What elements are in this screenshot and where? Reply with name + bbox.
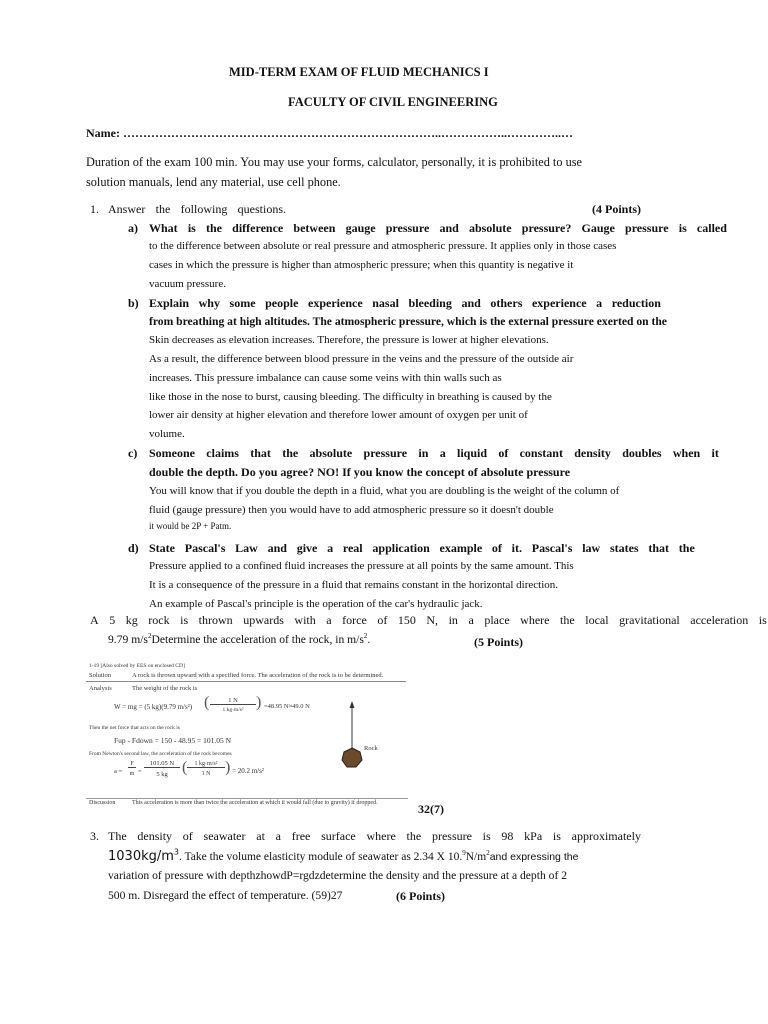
q1c-word: when — [672, 446, 701, 460]
q1c-word: absolute — [309, 446, 353, 460]
q1d-word: Law — [235, 541, 258, 555]
q1c-word: pressure — [363, 446, 408, 460]
q3-word: density — [137, 829, 173, 843]
q1b-word: some — [229, 296, 256, 310]
q1a-answer-line-2: cases in which the pressure is higher than atmospheric pressure; when this quantity is negative it — [149, 259, 574, 271]
q1c-word: Someone — [149, 446, 195, 460]
q1d-word: State — [149, 541, 175, 555]
q1a-word: pressure — [385, 221, 430, 235]
exam-title: MID-TERM EXAM OF FLUID MECHANICS I — [229, 65, 489, 79]
q1d-word: a — [327, 541, 334, 555]
accel-m: m — [129, 771, 135, 777]
q1a-word: absolute — [468, 221, 512, 235]
q1c-answer-line-1: You will know that if you double the depth in a fluid, what you are doubling is the weight of the column of — [149, 485, 620, 497]
q3-word: is — [552, 829, 561, 843]
q1b-question-line-2: from breathing at high altitudes. The atmospheric pressure, which is the external pressure exerted on the — [149, 315, 667, 328]
analysis-label: Analysis — [89, 685, 112, 692]
q3-word: the — [406, 829, 422, 843]
q3-word: surface — [321, 829, 356, 843]
q1b-word: reduction — [611, 296, 661, 310]
q1c-word: it — [711, 446, 719, 460]
q1d-answer-line-2: It is a consequence of the pressure in a fluid that remains constant in the horizontal direction. — [149, 579, 559, 591]
q1b-answer-line-6: volume. — [149, 428, 185, 440]
intro-line-2: solution manuals, lend any material, use cell phone. — [86, 175, 341, 189]
q1c-question-line-2: double the depth. Do you agree? NO! If you know the concept of absolute pressure — [149, 465, 571, 479]
q1c-question — [149, 445, 719, 461]
q2-word: local — [585, 613, 609, 627]
q1a-word: Gauge — [581, 221, 615, 235]
intro-line-1: Duration of the exam 100 min. You may use your forms, calculator, personally, it is prohibited to use — [86, 155, 582, 169]
q1-points: (4 Points) — [592, 202, 641, 216]
accel-paren-left: ( — [182, 759, 188, 776]
q1a-answer-line-1: to the difference between absolute or real pressure and atmospheric pressure. It applies only in those cases — [149, 240, 617, 252]
q1d-word: give — [296, 541, 318, 555]
weight-result: =48.95 N≈49.0 N — [264, 703, 310, 710]
q1d-word: and — [267, 541, 287, 555]
paren-left: ( — [204, 694, 210, 711]
net-force-text: Then the net force that acts on the rock is — [89, 725, 180, 731]
accel-conv-den: 1 N — [201, 771, 211, 777]
solution-ref: 1-19 [Also solved by EES on enclosed CD] — [89, 663, 185, 669]
q1a-word: pressure? — [521, 221, 572, 235]
q1-instruction: Answer the following questions. — [108, 202, 286, 216]
q2-word: a — [468, 613, 474, 627]
q3-word: free — [291, 829, 311, 843]
q1c-word: the — [282, 446, 299, 460]
q1c-answer-line-2: fluid (gauge pressure) then you would have to add atmospheric pressure so it doesn't double — [149, 504, 554, 516]
discussion-divider — [86, 798, 408, 799]
q2-word: A — [90, 613, 99, 627]
q1-number: 1. — [90, 202, 99, 216]
q3-line-2: $1030kg/m^3$. Take the volume elasticity module of seawater as 2.34 X $10.^9N/m^2and$ expressing the — [108, 847, 579, 864]
q2-word: 150 — [397, 613, 416, 627]
q1c-word: a — [439, 446, 446, 460]
q3-word: 98 — [501, 829, 514, 843]
q3-word: at — [256, 829, 265, 843]
q3-number: 3. — [90, 829, 99, 843]
q1a-word: is — [187, 221, 196, 235]
q1d-word: application — [372, 541, 430, 555]
q1a-label: a) — [128, 221, 138, 235]
q3-word: of — [182, 829, 193, 843]
q2-word: upwards — [243, 613, 284, 627]
q3-line-4: 500 m. Disregard the effect of temperature. (59)27 — [108, 889, 343, 902]
q3-word: seawater — [203, 829, 246, 843]
accel-paren-right: ) — [225, 759, 231, 776]
q3-word: is — [482, 829, 491, 843]
q1c-word: of — [498, 446, 509, 460]
q2-word: is — [758, 613, 767, 627]
accel-eq-left: a = — [114, 768, 123, 775]
q1b-word: others — [490, 296, 523, 310]
discussion-label: Discussion — [89, 800, 116, 806]
q2-word: thrown — [198, 613, 233, 627]
q2-solution-image — [86, 660, 416, 812]
q1d-word: of — [491, 541, 502, 555]
q1d-label: d) — [128, 541, 139, 555]
q3-line-3: variation of pressure with depthzhowdP=rgdzdetermine the density and the pressure at a depth of 2 — [108, 869, 567, 882]
q1a-word: the — [206, 221, 222, 235]
q2-word: of — [377, 613, 388, 627]
q3-word: approximately — [571, 829, 641, 843]
q1b-word: bleeding — [408, 296, 452, 310]
q2-reference-number: 32(7) — [418, 802, 444, 816]
q1a-word: difference — [232, 221, 284, 235]
q2-word: acceleration — [690, 613, 749, 627]
q2-word: rock — [148, 613, 170, 627]
solution-text: A rock is thrown upward with a specified force. The acceleration of the rock is to be determined. — [132, 672, 384, 679]
q1a-question — [149, 220, 727, 236]
q1d-word: the — [678, 541, 695, 555]
q1d-answer-line-3: An example of Pascal's principle is the operation of the car's hydraulic jack. — [149, 598, 483, 610]
paren-right: ) — [256, 694, 262, 711]
q1b-answer-line-3: increases. This pressure imbalance can cause some veins with thin walls such as — [149, 372, 502, 384]
q2-word: gravitational — [619, 613, 680, 627]
q1a-answer-line-3: vacuum pressure. — [149, 278, 226, 290]
q1a-word: called — [696, 221, 727, 235]
q1a-word: and — [439, 221, 459, 235]
analysis-text: The weight of the rock is — [132, 685, 198, 692]
q1c-word: liquid — [456, 446, 488, 460]
q1a-word: is — [678, 221, 687, 235]
q1b-answer-line-1: Skin decreases as elevation increases. Therefore, the pressure is lower at higher elevations. — [149, 334, 549, 346]
q1d-word: states — [609, 541, 639, 555]
q1b-answer-line-2: As a result, the difference between blood pressure in the veins and the pressure of the outside air — [149, 353, 574, 365]
q1a-word: between — [293, 221, 336, 235]
q2-word: place — [484, 613, 510, 627]
name-field-line: Name: ……………………………………………………………………..……………..…………..… — [86, 126, 573, 140]
q2-word: a — [326, 613, 332, 627]
q1b-word: why — [198, 296, 220, 310]
q3-word: a — [275, 829, 281, 843]
q2-word: 5 — [109, 613, 116, 627]
force-arrow-head — [350, 701, 355, 708]
q2-word: is — [180, 613, 189, 627]
accel-eq-sign: = — [138, 768, 142, 775]
q1b-word: a — [596, 296, 603, 310]
q1d-word: Pascal's — [184, 541, 226, 555]
q1b-answer-line-4: like those in the nose to burst, causing bleeding. The difficulty in breathing is caused by the — [149, 391, 552, 403]
q2-word: kg — [125, 613, 138, 627]
weight-frac-num: 1 N — [210, 697, 256, 705]
q2-line-1 — [90, 612, 767, 628]
q1b-word: experience — [531, 296, 587, 310]
q1c-word: constant — [519, 446, 563, 460]
q3-word: where — [366, 829, 396, 843]
q3-points: (6 Points) — [396, 889, 445, 903]
q1c-word: that — [250, 446, 271, 460]
q2-points: (5 Points) — [474, 635, 523, 649]
q1b-answer-line-5: lower air density at higher elevation and therefore lower amount of oxygen per unit of — [149, 409, 528, 421]
q1c-word: claims — [206, 446, 239, 460]
q1c-word: in — [418, 446, 429, 460]
q1b-word: people — [265, 296, 299, 310]
q1d-word: it. — [511, 541, 523, 555]
q1a-word: What — [149, 221, 178, 235]
discussion-text: This acceleration is more than twice the acceleration at which it would fall (due to gravity) if dropped. — [132, 800, 378, 806]
q1d-word: that — [648, 541, 670, 555]
q2-word: where — [520, 613, 550, 627]
accel-conv-num: 1 kg·m/s² — [187, 761, 225, 768]
accel-result: = 20.2 m/s² — [232, 767, 264, 775]
q1b-label: b) — [128, 296, 139, 310]
q1b-word: experience — [308, 296, 363, 310]
q1a-word: pressure — [625, 221, 669, 235]
q1c-word: density — [574, 446, 611, 460]
q2-word: force — [342, 613, 367, 627]
solution-divider — [86, 681, 406, 682]
q3-line-1 — [108, 828, 641, 844]
q1c-label: c) — [128, 446, 138, 460]
q3-word: pressure — [431, 829, 472, 843]
q2-word: in — [448, 613, 458, 627]
newton-text: From Newton's second law, the acceleration of the rock becomes — [89, 751, 232, 757]
rock-label: Rock — [364, 745, 378, 752]
q1c-word: doubles — [622, 446, 662, 460]
q3-word: kPa — [524, 829, 543, 843]
q1b-word: nasal — [372, 296, 399, 310]
net-force-equation: Fup - Fdown = 150 - 48.95 = 101.05 N — [114, 736, 232, 745]
q3-word: The — [108, 829, 127, 843]
q1b-word: Explain — [149, 296, 190, 310]
q1b-word: and — [461, 296, 481, 310]
q1b-question — [149, 295, 661, 311]
faculty-heading: FACULTY OF CIVIL ENGINEERING — [288, 95, 498, 109]
density-value: $1030kg/m^3$ — [108, 847, 180, 864]
q1d-answer-line-1: Pressure applied to a confined fluid increases the pressure at all points by the same amount. This — [149, 560, 574, 572]
q1d-word: example — [439, 541, 483, 555]
q1c-answer-small: it would be 2P + Patm. — [149, 521, 232, 531]
weight-equation: W = mg = (5 kg)(9.79 m/s²) — [114, 703, 193, 711]
rock-figure — [334, 700, 384, 775]
solution-label: Solution — [89, 672, 112, 679]
q2-word: with — [294, 613, 316, 627]
q1a-word: gauge — [345, 221, 376, 235]
q2-word: the — [560, 613, 575, 627]
accel-den: 5 kg — [156, 771, 168, 778]
q1d-word: Pascal's — [531, 541, 573, 555]
accel-f: F — [128, 761, 136, 768]
q2-line-2: 9.79 $m/s^2Determine$ the acceleration of the rock, in $m/s^2$. — [108, 632, 371, 646]
q2-word: N, — [426, 613, 439, 627]
q1d-question — [149, 540, 695, 556]
weight-frac-den: 1 kg·m/s² — [222, 707, 244, 713]
q1d-word: law — [582, 541, 601, 555]
accel-num: 101.05 N — [144, 760, 180, 768]
q1d-word: real — [342, 541, 363, 555]
rock-icon — [342, 748, 362, 767]
